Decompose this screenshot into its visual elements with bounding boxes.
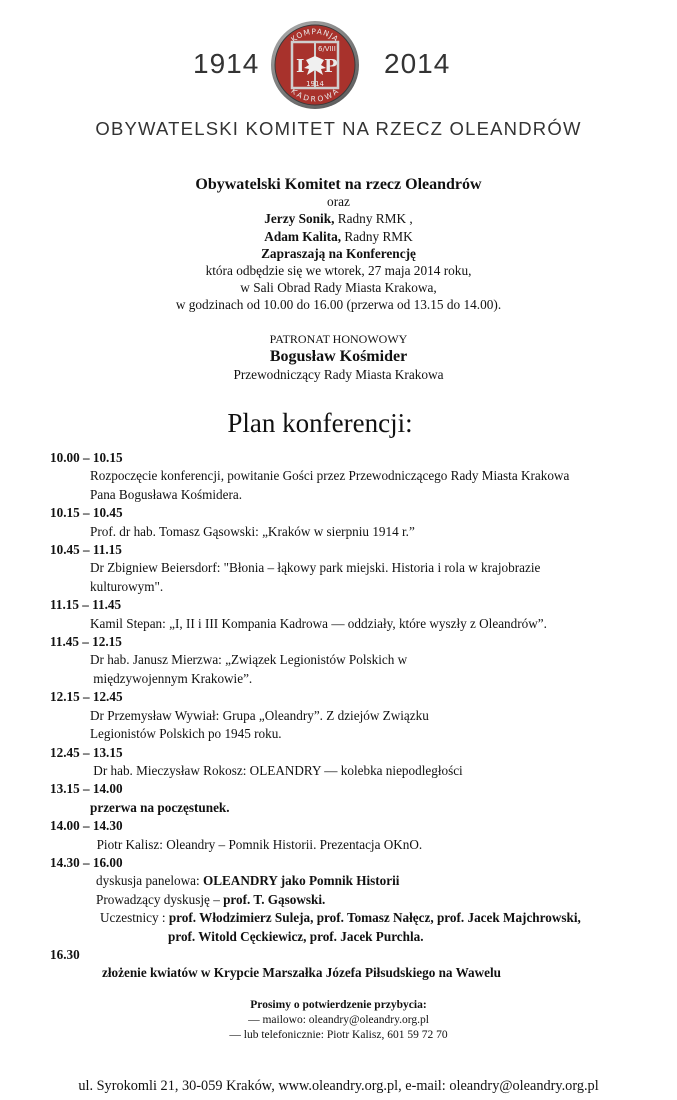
badge-right-letter: P	[324, 56, 338, 77]
invite-heading: Zapraszają na Konferencję	[261, 245, 416, 261]
agenda-time: 11.15 – 11.45	[50, 597, 122, 613]
invitation-block	[0, 176, 677, 314]
participants-prefix: Uczestnicy :	[100, 910, 169, 926]
footer-address: ul. Syrokomli 21, 30-059 Kraków, www.oleandry.org.pl, e-mail: oleandry@oleandry.org.pl	[78, 1078, 599, 1094]
agenda-desc: Dr Zbigniew Beiersdorf: "Błonia – łąkowy park miejski. Historia i rola w krajobrazie	[90, 560, 541, 576]
agenda-desc: Dr hab. Janusz Mierzwa: „Związek Legionistów Polskich w	[90, 652, 408, 668]
break-label: przerwa na poczęstunek.	[90, 799, 230, 815]
agenda-time: 13.15 – 14.00	[50, 781, 123, 797]
invite-line-1: która odbędzie się we wtorek, 27 maja 2014 roku,	[205, 263, 472, 279]
host-2	[0, 228, 677, 245]
agenda-desc: kulturowym".	[90, 578, 164, 594]
badge-bottom-text: KADROWA	[289, 86, 341, 104]
agenda-time: 16.30	[50, 946, 80, 962]
panel-title: OLEANDRY jako Pomnik Historii	[202, 873, 400, 889]
panel-line	[50, 872, 650, 890]
wreath-laying: złożenie kwiatów w Krypcie Marszałka Józefa Piłsudskiego na Wawelu	[102, 965, 502, 981]
agenda-desc: Legionistów Polskich po 1945 roku.	[90, 726, 282, 742]
agenda-time: 12.15 – 12.45	[50, 689, 123, 705]
invite-line-3: w godzinach od 10.00 do 16.00 (przerwa od 13.15 do 14.00).	[175, 297, 502, 313]
badge-year: 1914	[306, 80, 324, 88]
host-2-role: Radny RMK	[341, 228, 413, 244]
agenda-time: 12.45 – 13.15	[50, 744, 123, 760]
agenda-desc: Piotr Kalisz: Oleandry – Pomnik Historii. Prezentacja OKnO.	[90, 836, 423, 852]
host-1	[0, 210, 677, 227]
and-text: oraz	[327, 194, 350, 210]
agenda-time: 14.00 – 14.30	[50, 818, 123, 834]
agenda-desc: Kamil Stepan: „I, II i III Kompania Kadrowa — oddziały, które wyszły z Oleandrów”.	[90, 615, 547, 631]
rsvp-phone: — lub telefonicznie: Piotr Kalisz, 601 59 72 70	[229, 1029, 448, 1041]
agenda-time: 11.45 – 12.15	[50, 634, 122, 650]
rsvp-block	[0, 998, 677, 1043]
agenda-time: 10.15 – 10.45	[50, 505, 123, 521]
agenda-desc: Dr hab. Mieczysław Rokosz: OLEANDRY — kolebka niepodległości	[90, 762, 463, 778]
moderator-name: prof. T. Gąsowski.	[223, 891, 326, 907]
badge-left-letter: I	[296, 56, 305, 77]
rsvp-title: Prosimy o potwierdzenie przybycia:	[250, 999, 427, 1011]
badge-top-text: KOMPANJA	[289, 26, 341, 44]
patron-block	[0, 330, 677, 384]
kompania-kadrowa-badge	[270, 20, 360, 110]
agenda-desc: Prof. dr hab. Tomasz Gąsowski: „Kraków w sierpniu 1914 r.”	[90, 523, 415, 539]
host-1-name: Jerzy Sonik,	[264, 211, 335, 227]
patron-role: Przewodniczący Rady Miasta Krakowa	[233, 367, 444, 382]
organizer: Obywatelski Komitet na rzecz Oleandrów	[195, 176, 482, 193]
rsvp-email: — mailowo: oleandry@oleandry.org.pl	[248, 1014, 429, 1026]
badge-date: 6/VIII	[318, 45, 336, 53]
plan-title: Plan konferencji:	[227, 408, 413, 438]
agenda-time: 10.00 – 10.15	[50, 450, 123, 465]
patron-label: PATRONAT HONOWOWY	[269, 332, 408, 346]
year-start: 1914	[193, 48, 260, 79]
panel-prefix: dyskusja panelowa:	[96, 873, 203, 889]
agenda-time: 14.30 – 16.00	[50, 854, 123, 870]
agenda-desc: Rozpoczęcie konferencji, powitanie Gości przez Przewodniczącego Rady Miasta Krakowa	[90, 468, 570, 484]
agenda-desc: Pana Bogusława Kośmidera.	[90, 486, 242, 502]
participants-names: prof. Włodzimierz Suleja, prof. Tomasz Nałęcz, prof. Jacek Majchrowski,	[168, 910, 581, 926]
host-2-name: Adam Kalita,	[264, 228, 342, 244]
agenda-time: 10.45 – 11.15	[50, 542, 122, 558]
org-title: OBYWATELSKI KOMITET NA RZECZ OLEANDRÓW	[95, 118, 582, 139]
participants-names-2: prof. Witold Cęckiewicz, prof. Jacek Purchla.	[168, 928, 424, 944]
agenda-desc: Dr Przemysław Wywiał: Grupa „Oleandry”. Z dziejów Związku	[90, 707, 429, 723]
agenda-desc: międzywojennym Krakowie”.	[90, 670, 253, 686]
moderator-prefix: Prowadzący dyskusję –	[96, 891, 224, 907]
patron-name: Bogusław Kośmider	[269, 348, 408, 365]
agenda	[50, 449, 650, 983]
moderator-line	[50, 891, 650, 909]
year-end: 2014	[384, 48, 451, 79]
invite-line-2: w Sali Obrad Rady Miasta Krakowa,	[240, 280, 437, 296]
host-1-role: Radny RMK ,	[334, 211, 413, 227]
participants-line	[50, 909, 650, 927]
